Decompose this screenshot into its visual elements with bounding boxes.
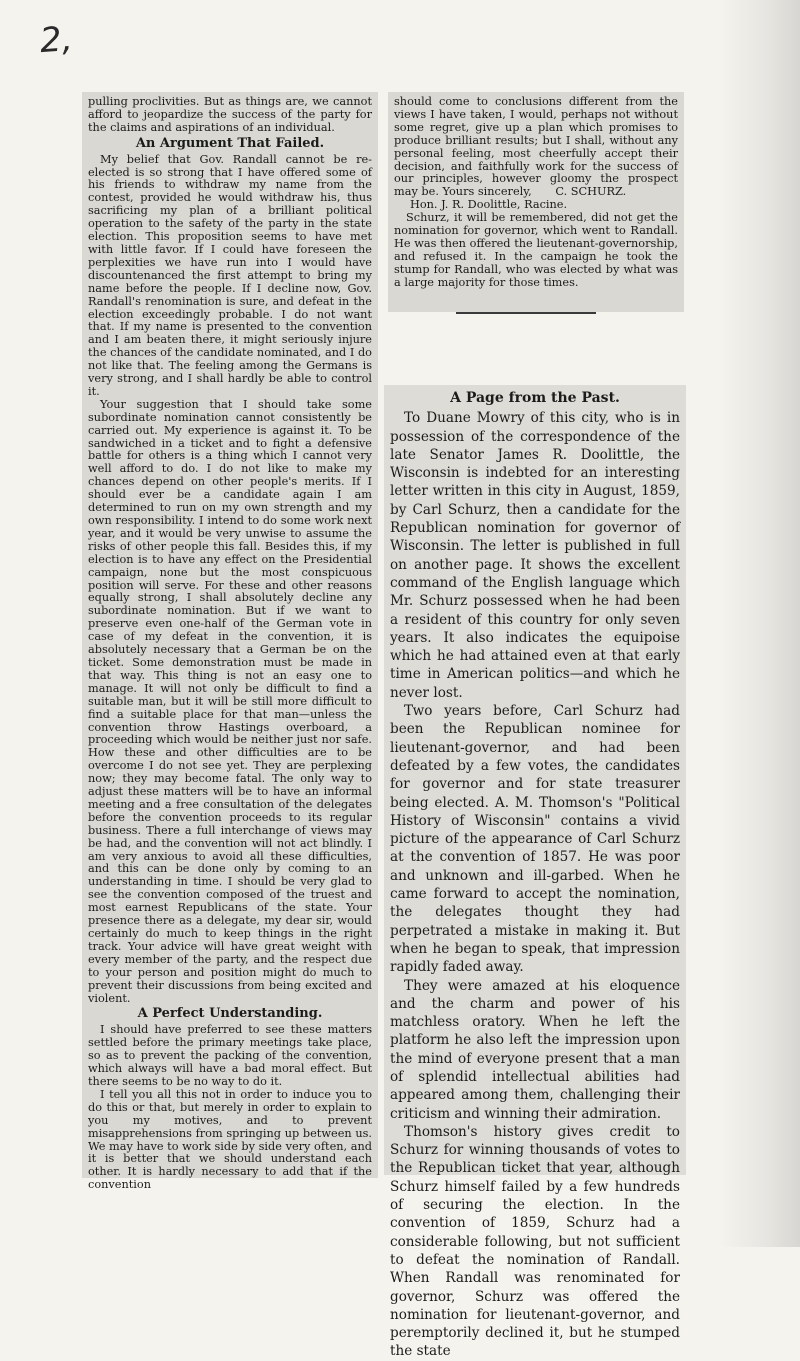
letter-closing-paragraph: [394, 96, 678, 199]
heading-page-from-past: A Page from the Past.: [450, 390, 620, 406]
handwritten-page-number: 2,: [38, 18, 74, 62]
scan-edge-shadow: [720, 0, 800, 1247]
clipping-right-top: [388, 92, 684, 312]
clipping-page-from-the-past: [384, 385, 686, 1360]
letter-signature: C. SCHURZ.: [555, 185, 627, 199]
clipping-left-column: [82, 92, 378, 1192]
letter-closing-text: should come to conclusions different from the views I have taken, I would, perhaps not without some regret, give up a plan which promises to produce brilliant results; but I shall, without any personal feeling, most cheerfully accept their decision, and faithfully work for the success of our principles, however gloomy the prospect may be. Yours sincerely,: [394, 95, 678, 199]
letter-addressee: Hon. J. R. Doolittle, Racine.: [410, 198, 568, 212]
left-paragraph-1: My belief that Gov. Randall cannot be re-elected is so strong that I have offered some of his friends to withdraw my name from the contest, provided he would withdraw his, thus sacrificing my plan of a brilliant political operation to the safety of the party in the state election. This proposition seems to have met with little favor. If I could have foreseen the perplexities we have run into I would have discountenanced the first attempt to bring my name before the people. If I decline now, Gov. Randall's renomination is sure, and defeat in the election exceedingly probable. I do not want that. If my name is presented to the convention and I am beaten there, it might seriously injure the chances of the candidate nominated, and I do not like that. The feeling among the Germans is very strong, and I shall hardly be able to control it.: [88, 152, 372, 398]
right-paragraph-3: They were amazed at his eloquence and the charm and power of his matchless oratory. When he left the platform he also left the impression upon the mind of everyone present that a man of splendid intellectual abilities had appeared among them, challenging their criticism and winning their admiration.: [390, 977, 680, 1122]
column-divider-rule: [456, 312, 596, 314]
right-paragraph-4: Thomson's history gives credit to Schurz for winning thousands of votes to the Republican ticket that year, although Schurz himself failed by a few hundreds of securing the election. In the convention of 1859, Schurz had a considerable following, but not sufficient to defeat the nomination of Randall. When Randall was renominated for governor, Schurz was offered the nomination for lieutenant-governor, and peremptorily declined it, but he stumped the state: [390, 1123, 680, 1360]
heading-argument-failed: An Argument That Failed.: [135, 135, 325, 151]
left-intro-paragraph: pulling proclivities. But as things are, we cannot afford to jeopardize the success of the party for the claims and aspirations of an individual.: [88, 95, 372, 134]
nomination-outcome-paragraph: Schurz, it will be remembered, did not get the nomination for governor, which went to Randall. He was then offered the lieutenant-governorship, and refused it. In the campaign he took the stump for Randall, who was elected by what was a large majority for those times.: [394, 211, 678, 289]
heading-perfect-understanding: A Perfect Understanding.: [137, 1006, 323, 1022]
right-paragraph-1: To Duane Mowry of this city, who is in possession of the correspondence of the late Senator James R. Doolittle, the Wisconsin is indebted for an interesting letter written in this city in August, 1859, by Carl Schurz, then a candidate for the Republican nomination for governor of Wisconsin. The letter is published in full on another page. It shows the excellent command of the English language which Mr. Schurz possessed when he had been a resident of this country for only seven years. It also indicates the equipoise which he had attained even at that early time in American politics—and which he never lost.: [390, 410, 680, 701]
left-paragraph-4: I tell you all this not in order to induce you to do this or that, but merely in order to explain to you my motives, and to prevent misapprehensions from springing up between us. We may have to work side by side very often, and it is better that we should understand each other. It is hardly necessary to add that if the convention: [88, 1087, 372, 1192]
left-paragraph-3: I should have preferred to see these matters settled before the primary meetings take place, so as to prevent the packing of the convention, which always will have a bad moral effect. But there seems to be no way to do it.: [88, 1023, 372, 1088]
left-paragraph-2: Your suggestion that I should take some subordinate nomination cannot consistently be carried out. My experience is against it. To be sandwiched in a ticket and to fight a defensive battle for others is a thing which I cannot very well afford to do. I do not like to make my chances depend on other people's merits. If I should ever be a candidate again I am determined to run on my own strength and my own responsibility. I intend to do some work next year, and it would be very unwise to assume the risks of other people this fall. Besides this, if my election is to have any effect on the Presidential campaign, none but the most conspicuous position will serve. For these and other reasons equally strong, I shall absolutely decline any subordinate nomination. But if we want to preserve even one-half of the German vote in case of my defeat in the convention, it is absolutely necessary that a German be on the ticket. Some demonstration must be made in that way. This thing is not an easy one to manage. It will not only be difficult to find a suitable man, but it will be still more difficult to find a suitable place for that man—unless the convention throw Hastings overboard, a proceeding which would be neither just nor safe. How these and other difficulties are to be overcome I do not see yet. They are perplexing now; they may become fatal. The only way to adjust these matters will be to have an informal meeting and a free consultation of the delegates before the convention proceeds to its regular business. There a full interchange of views may be had, and the convention will not act blindly. I am very anxious to avoid all these difficulties, and this can be done only by coming to an understanding in time. I should be very glad to see the convention composed of the truest and most earnest Republicans of the state. Your presence there as a delegate, my dear sir, would certainly do much to keep things in the right track. Your advice will have great weight with every member of the party, and the respect due to your person and position might do much to prevent their discussions from being excited and violent.: [88, 397, 372, 1005]
right-paragraph-2: Two years before, Carl Schurz had been the Republican nominee for lieutenant-governor, and had been defeated by a few votes, the candidates for governor and for state treasurer being elected. A. M. Thomson's "Political History of Wisconsin" contains a vivid picture of the appearance of Carl Schurz at the convention of 1857. He was poor and unknown and ill-garbed. When he came forward to accept the nomination, the delegates thought they had perpetrated a mistake in making it. But when he began to speak, that impression rapidly faded away.: [390, 703, 680, 976]
